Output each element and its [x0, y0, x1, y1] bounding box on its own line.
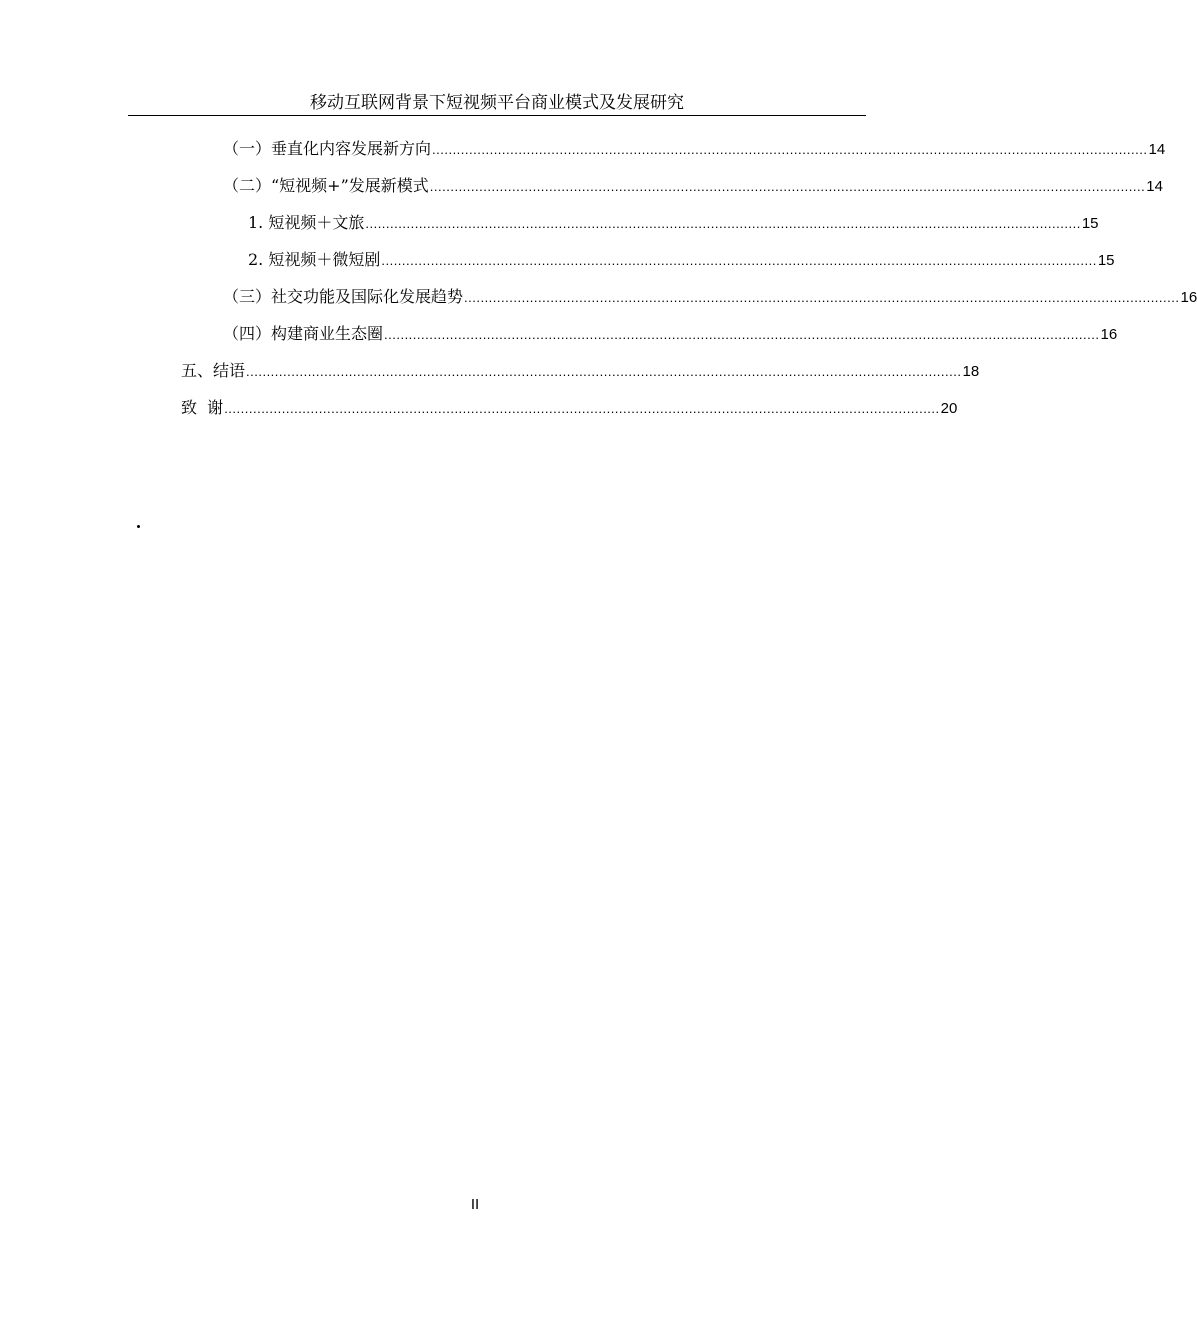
toc-entry-title: 2. 短视频＋微短剧: [248, 250, 381, 269]
toc-entry-page: 15: [1081, 215, 1099, 232]
toc-entry[interactable]: [223, 322, 1118, 346]
toc-entry-page: 20: [940, 400, 958, 417]
toc-dot-leader: ..............................................................................................................................................................................: [381, 253, 1097, 268]
toc-entry-title: （二）“短视频+”发展新模式: [223, 176, 429, 195]
toc-entry-page: 14: [1148, 141, 1166, 158]
toc-entry-page: 16: [1100, 326, 1118, 343]
toc-entry[interactable]: [181, 359, 980, 383]
toc-dot-leader: ..............................................................................................................................................................................: [432, 142, 1148, 157]
running-header-title: 移动互联网背景下短视频平台商业模式及发展研究: [310, 93, 684, 113]
toc-entry-page: 14: [1146, 178, 1163, 195]
toc-entry[interactable]: [223, 174, 1163, 198]
toc-entry[interactable]: [181, 396, 958, 420]
toc-dot-leader: ..............................................................................................................................................................................: [365, 216, 1081, 231]
toc-dot-leader: ..............................................................................................................................................................................: [464, 290, 1180, 305]
stray-dot-mark: [137, 525, 140, 528]
toc-entry-page: 16: [1180, 289, 1197, 306]
page-number: II: [470, 1196, 480, 1213]
toc-entry-page: 15: [1097, 252, 1115, 269]
toc-entry-title: 五、结语: [181, 361, 246, 380]
toc-entry[interactable]: [223, 285, 1197, 309]
toc-dot-leader: ..............................................................................................................................................................................: [246, 364, 962, 379]
toc-dot-leader: ..............................................................................................................................................................................: [384, 327, 1100, 342]
toc-entry-title: （四）构建商业生态圈: [223, 324, 384, 343]
toc-entry-title: 1. 短视频＋文旅: [248, 213, 365, 232]
toc-entry-title: （一）垂直化内容发展新方向: [223, 139, 432, 158]
running-header: [128, 92, 866, 116]
toc-entry[interactable]: [223, 137, 1166, 161]
toc-entry[interactable]: [248, 211, 1099, 235]
toc-entry[interactable]: [248, 248, 1115, 272]
toc-entry-page: 18: [962, 363, 980, 380]
toc-dot-leader: ..............................................................................................................................................................................: [224, 401, 940, 416]
toc-entry-title: （三）社交功能及国际化发展趋势: [223, 287, 464, 306]
toc-dot-leader: ..............................................................................................................................................................................: [429, 179, 1146, 194]
toc-entry-title: 致 谢: [181, 398, 224, 417]
